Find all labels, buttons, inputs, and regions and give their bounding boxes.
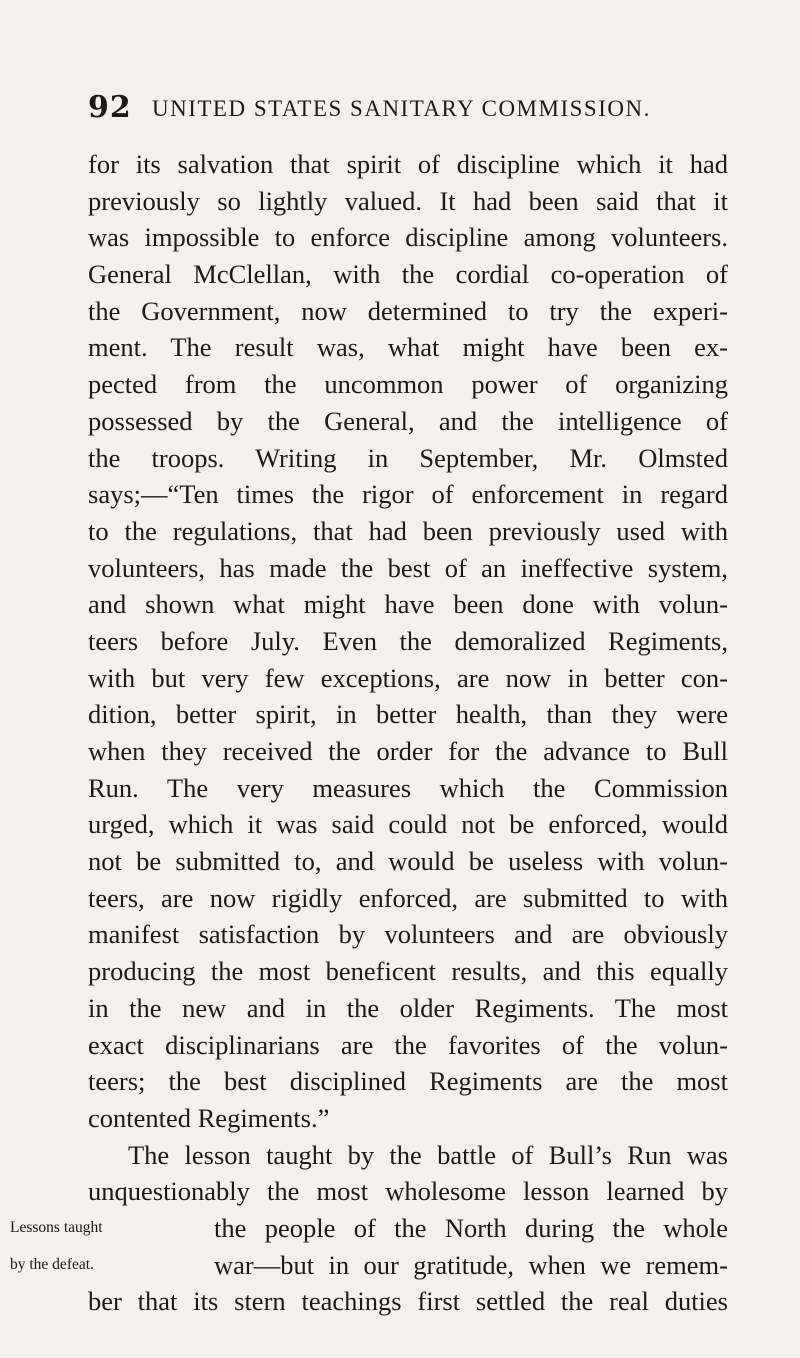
text-line: ber that its stern teachings first settled the real duties — [88, 1286, 728, 1317]
text-line: General McClellan, with the cordial co-operation of — [88, 259, 728, 290]
text-line: says;—“Ten times the rigor of enforcement in regard — [88, 479, 728, 510]
text-line: dition, better spirit, in better health, than they were — [88, 699, 728, 730]
text-line: Run. The very measures which the Commission — [88, 772, 728, 803]
text-line: producing the most beneficent results, and this equally — [88, 956, 728, 987]
text-line: not be submitted to, and would be useless with volun- — [88, 846, 728, 877]
text-line: urged, which it was said could not be enforced, would — [88, 809, 728, 840]
text-line: unquestionably the most wholesome lesson learned by — [88, 1176, 728, 1207]
text-line: war—but in our gratitude, when we remem- — [214, 1249, 728, 1280]
page-number: 92 — [88, 90, 132, 125]
paragraph-end-line: contented Regiments.” — [88, 1102, 330, 1133]
text-line: when they received the order for the advance to Bull — [88, 736, 728, 766]
margin-note-line-1: Lessons taught — [10, 1219, 103, 1236]
text-line: the Government, now determined to try the experi- — [88, 295, 728, 326]
text-line: exact disciplinarians are the favorites of the volun- — [88, 1029, 728, 1060]
text-line: ment. The result was, what might have been ex- — [88, 332, 728, 363]
text-line: teers, are now rigidly enforced, are submitted to with — [88, 882, 728, 913]
text-line: with but very few exceptions, are now in better con- — [88, 662, 728, 693]
text-line: previously so lightly valued. It had been said that it — [88, 185, 728, 216]
text-line: volunteers, has made the best of an ineffective system, — [88, 552, 728, 583]
text-line: pected from the uncommon power of organizing — [88, 369, 728, 400]
text-line: for its salvation that spirit of discipline which it had — [88, 149, 728, 179]
text-line: was impossible to enforce discipline among volunteers. — [88, 222, 728, 253]
page-header — [88, 88, 708, 128]
text-line: manifest satisfaction by volunteers and are obviously — [88, 919, 728, 950]
paragraph-start-line: The lesson taught by the battle of Bull’s Run was — [128, 1139, 728, 1170]
text-line: in the new and in the older Regiments. The most — [88, 992, 728, 1023]
text-line: possessed by the General, and the intelligence of — [88, 405, 728, 436]
text-line: to the regulations, that had been previously used with — [88, 515, 728, 546]
text-line: teers before July. Even the demoralized Regiments, — [88, 625, 728, 656]
body-text — [88, 146, 728, 1320]
margin-note-line-2: by the defeat. — [10, 1256, 94, 1273]
text-line: the people of the North during the whole — [214, 1212, 728, 1243]
running-head: UNITED STATES SANITARY COMMISSION. — [152, 96, 651, 121]
text-line: and shown what might have been done with volun- — [88, 589, 728, 620]
text-line: the troops. Writing in September, Mr. Olmsted — [88, 442, 728, 473]
text-line: teers; the best disciplined Regiments are the most — [88, 1066, 728, 1097]
